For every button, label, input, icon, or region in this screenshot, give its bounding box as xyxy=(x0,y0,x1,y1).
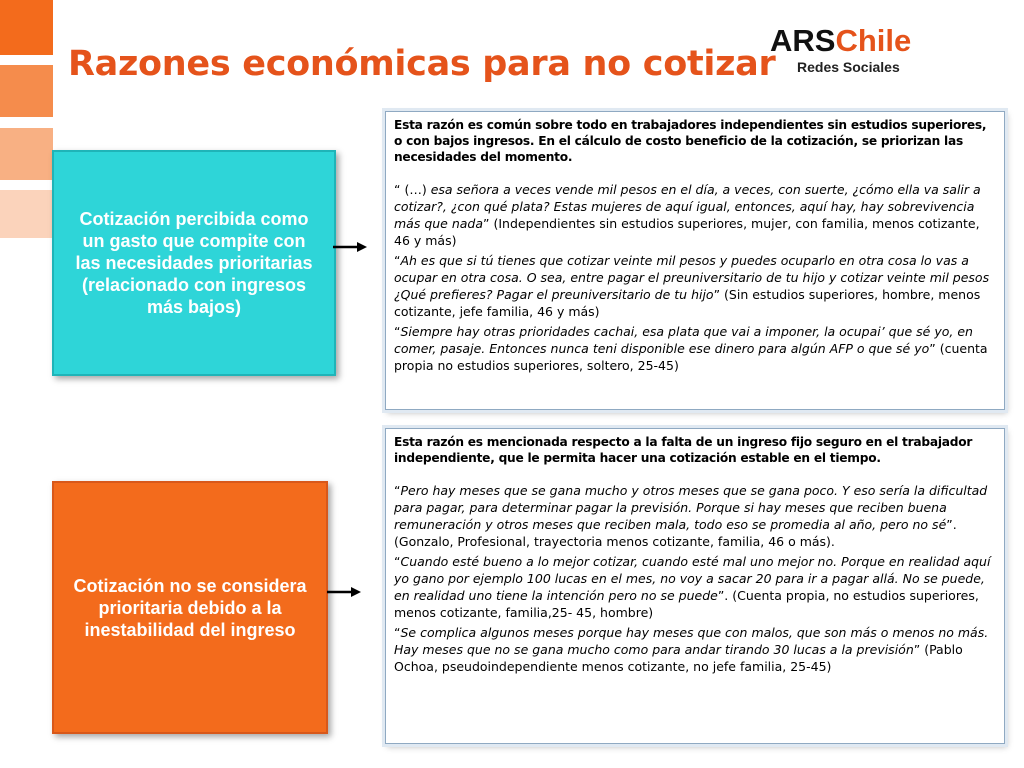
reason-box-2-text: Cotización no se considera prioritaria debido a la inestabilidad del ingreso xyxy=(73,575,307,640)
quote-text: Ah es que si tú tienes que cotizar veinte mil pesos y puedes ocuparlo en otra cosa lo vas a ocupar en otra cosa. O sea, entre pagar el preuniversitario de tu hijo y cotizar veinte mil pesos ¿Qué prefieres? Pagar el preuniversitario de tu hijo xyxy=(394,253,990,302)
quotes-panel-1 xyxy=(385,111,1005,410)
quote-open: “ xyxy=(394,483,401,498)
quote-source: ” (Sin estudios superiores, hombre, menos cotizante, jefe familia, 46 y más) xyxy=(394,287,981,319)
quote-text: Pero hay meses que se gana mucho y otros meses que se gana poco. Y eso sería la dificultad para pagar, para determinar pagar la previsión. Porque si hay meses que reciben buena remuneración y otros meses que reciben mala, todo eso se promedia al año, pero no sé xyxy=(394,483,988,532)
quote-text: Se complica algunos meses porque hay meses que con malos, que son más o menos no más. Hay meses que no se gana mucho como para andar tirando 30 lucas a la previsión xyxy=(394,625,989,657)
panel-1-quote-2 xyxy=(394,252,996,320)
arrow-right-icon xyxy=(327,586,361,598)
panel-1-quote-3 xyxy=(394,323,996,374)
quote-source: ”. (Cuenta propia, no estudios superiores, menos cotizante, familia,25- 45, hombre) xyxy=(394,588,979,620)
arrow-right-icon xyxy=(333,241,367,253)
panel-2-quote-1 xyxy=(394,482,996,550)
decor-square-3 xyxy=(0,128,53,180)
logo-subtitle: Redes Sociales xyxy=(797,59,900,75)
reason-box-1 xyxy=(52,150,336,376)
logo-wordmark xyxy=(770,24,990,58)
decor-square-4 xyxy=(0,190,53,238)
panel-1-intro: Esta razón es común sobre todo en trabajadores independientes sin estudios superiores, o con bajos ingresos. En el cálculo de costo beneficio de la cotización, se priorizan las necesidades del momento. xyxy=(394,118,987,164)
quote-source: ” (Pablo Ochoa, pseudoindependiente menos cotizante, no jefe familia, 25-45) xyxy=(394,642,963,674)
quote-source: ”. (Gonzalo, Profesional, trayectoria menos cotizante, familia, 46 o más). xyxy=(394,517,957,549)
panel-2-quote-3 xyxy=(394,624,996,675)
quotes-panel-2 xyxy=(385,428,1005,744)
quote-open: “ xyxy=(394,625,401,640)
quote-open: “ xyxy=(394,554,401,569)
quote-text: Cuando esté bueno a lo mejor cotizar, cuando esté mal uno mejor no. Porque en realidad aquí yo gano por ejemplo 100 lucas en el mes, no voy a sacar 20 para ir a pagar allá. No se puede, en realidad uno tiene la intención pero no se puede xyxy=(394,554,991,603)
quote-open: “ xyxy=(394,253,401,268)
quote-open: “ xyxy=(394,324,401,339)
quote-text: esa señora a veces vende mil pesos en el día, a veces, con suerte, ¿cómo ella va salir a cotizar?, ¿con qué plata? Estas mujeres de aquí igual, entonces, aquí hay, hay sobrevivencia más que nada xyxy=(394,182,981,231)
panel-2-quote-2 xyxy=(394,553,996,621)
logo-chile: Chile xyxy=(835,23,912,58)
quote-source: ” (cuenta propia no estudios superiores, soltero, 25-45) xyxy=(394,341,988,373)
arschile-logo xyxy=(770,23,990,75)
panel-2-intro: Esta razón es mencionada respecto a la falta de un ingreso fijo seguro en el trabajador independiente, que le permita hacer una cotización estable en el tiempo. xyxy=(394,435,973,465)
slide-title: Razones económicas para no cotizar xyxy=(68,44,776,84)
quote-source: ” (Independientes sin estudios superiores, mujer, con familia, menos cotizante, 46 y más) xyxy=(394,216,980,248)
decor-square-1 xyxy=(0,0,53,55)
reason-box-2 xyxy=(52,481,328,734)
quote-open: “ (…) xyxy=(394,182,431,197)
decor-square-2 xyxy=(0,65,53,117)
reason-box-1-text: Cotización percibida como un gasto que compite con las necesidades prioritarias (relacionado con ingresos más bajos) xyxy=(75,209,313,317)
panel-1-quote-1 xyxy=(394,181,996,249)
logo-ars: ARS xyxy=(770,23,836,58)
quote-text: Siempre hay otras prioridades cachai, esa plata que vai a imponer, la ocupai’ que sé yo, en comer, pasaje. Entonces nunca teni disponible ese dinero para algún AFP o que sé yo xyxy=(394,324,973,356)
